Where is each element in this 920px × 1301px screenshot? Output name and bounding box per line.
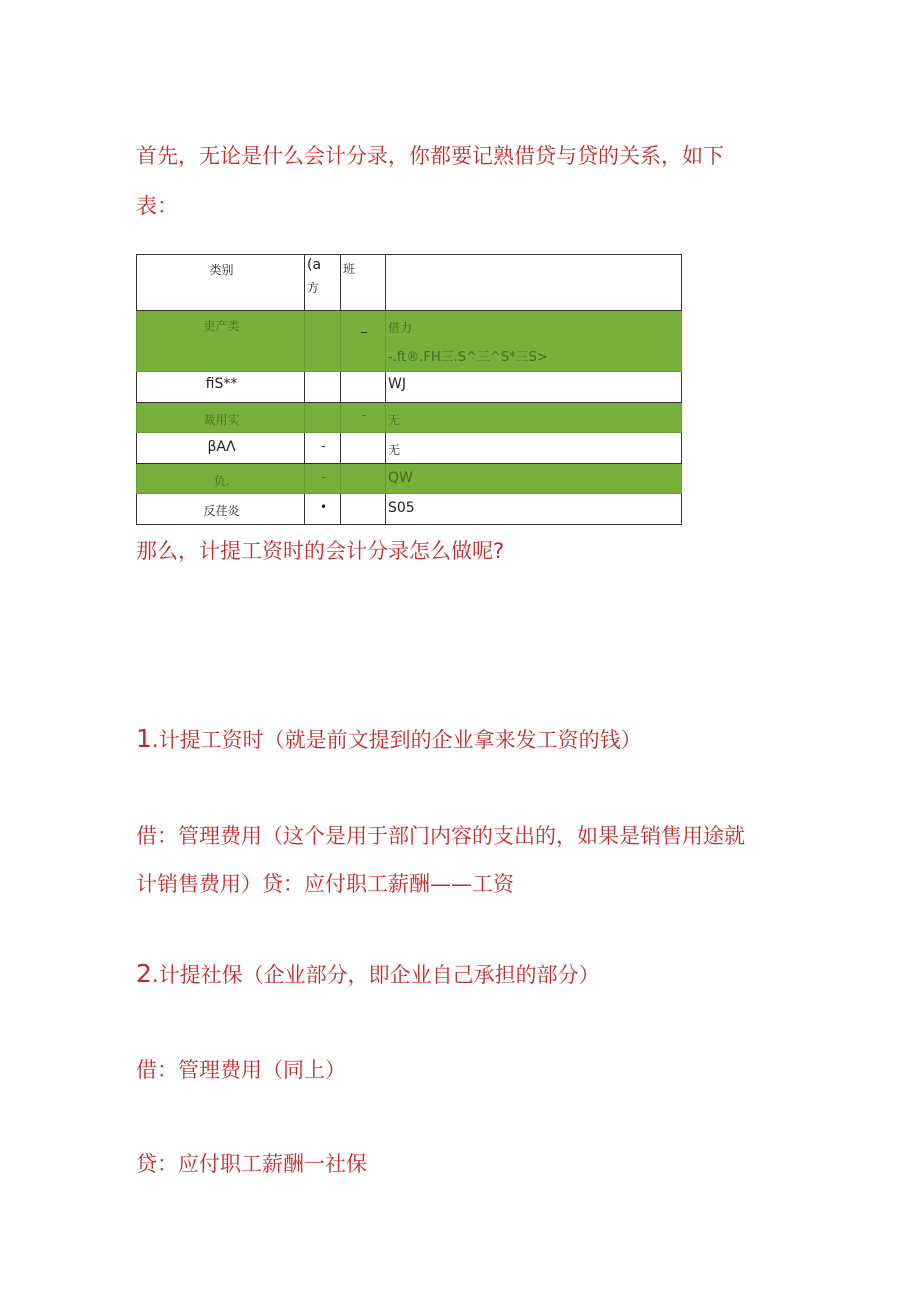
row-category: 反荏炎 (137, 494, 305, 525)
section-2-credit: 贷：应付职工薪酬一社保 (136, 1152, 367, 1176)
row-col4: 无 (386, 403, 682, 433)
row-col4: S05 (386, 494, 682, 525)
row-col4 (386, 311, 682, 372)
row-col2: - (305, 433, 341, 464)
intro-line-1: 首先，无论是什么会计分录，你都要记熟借贷与贷的关系，如下 (136, 144, 724, 168)
question-text: 那么，计提工资时的会计分录怎么做呢? (136, 539, 505, 563)
row-category: βAΛ (137, 433, 305, 464)
row-category: fiS** (137, 372, 305, 403)
section-1-title: .计提工资时（就是前文提到的企业拿来发工资的钱） (151, 728, 642, 752)
row-col3 (341, 494, 386, 525)
row-col4: WJ (386, 372, 682, 403)
header-category: 类别 (137, 255, 305, 311)
row-category: 吏产类 (137, 311, 305, 372)
header-direction-bottom: 方 (307, 281, 320, 295)
row-col3: - (341, 403, 386, 433)
section-2-heading (136, 959, 600, 989)
row-col2 (305, 372, 341, 403)
row-col4-line1: 借力 (388, 321, 413, 335)
section-2-number: 2 (136, 959, 152, 988)
table-header-row (137, 255, 682, 311)
row-col2: • (305, 494, 341, 525)
row-col4-line2: -.ft®.FH三.S^三^S*三S> (388, 350, 548, 365)
row-col4: 无 (386, 433, 682, 464)
row-col3 (341, 433, 386, 464)
table-row (137, 464, 682, 494)
table-row (137, 372, 682, 403)
row-category: 裁用实 (137, 403, 305, 433)
table-row (137, 311, 682, 372)
section-1-heading (136, 724, 642, 754)
debit-credit-table (136, 254, 682, 525)
row-category: 负. (137, 464, 305, 494)
header-direction (305, 255, 341, 311)
section-1-number: 1 (136, 724, 152, 753)
row-col3 (341, 464, 386, 494)
row-col4: QW (386, 464, 682, 494)
section-2-debit: 借：管理费用（同上） (136, 1058, 346, 1082)
row-col2 (305, 311, 341, 372)
section-1-debit-line-2: 计销售费用）贷：应付职工薪酬——工资 (136, 872, 514, 896)
row-col2: - (305, 464, 341, 494)
header-col3: 班 (341, 255, 386, 311)
section-1-debit-line-1: 借：管理费用（这个是用于部门内容的支出的，如果是销售用途就 (136, 824, 745, 848)
table-row (137, 433, 682, 464)
table-row (137, 494, 682, 525)
header-direction-top: (a (307, 257, 322, 273)
row-col3: _ (341, 311, 386, 372)
table-row (137, 403, 682, 433)
row-col2 (305, 403, 341, 433)
intro-line-2: 表： (136, 194, 178, 218)
section-2-title: .计提社保（企业部分，即企业自己承担的部分） (151, 963, 600, 987)
header-col4 (386, 255, 682, 311)
row-col3 (341, 372, 386, 403)
